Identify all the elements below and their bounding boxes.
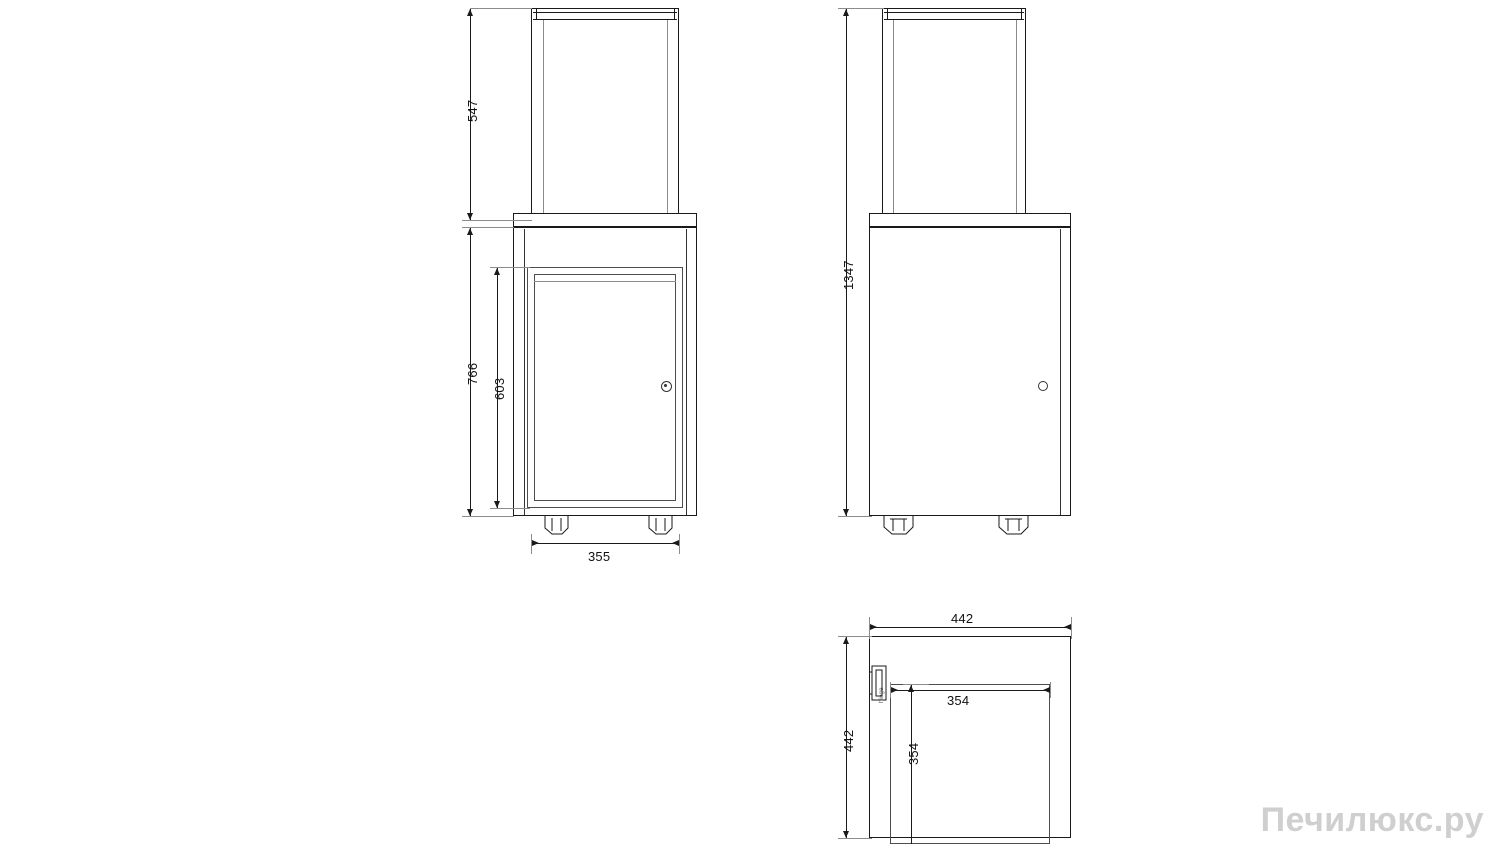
top-dim-442d-label: 442 (841, 729, 856, 752)
front-dim-603-label: 603 (492, 377, 507, 400)
front-dim-547-label: 547 (465, 99, 480, 122)
top-dim-354w-arrow-left (891, 687, 898, 693)
top-dim-354w-arrow-right (1043, 687, 1050, 693)
front-dim-766-arrow-top (467, 228, 473, 235)
front-chimney-collar-top (533, 12, 677, 13)
front-chimney-pipe-left (536, 8, 537, 20)
front-chimney-inner-left (543, 20, 544, 220)
front-dim-355-ext-right (679, 534, 680, 554)
top-dim-354w-ext-right (1050, 682, 1051, 698)
front-dim-603-ext-bottom (490, 508, 530, 509)
side-top-plate (869, 213, 1071, 227)
side-chimney-pipe-left (887, 8, 888, 20)
top-dim-442d-ext-bottom (838, 838, 872, 839)
side-chimney-inner-left (893, 20, 894, 220)
front-chimney-pipe-right (674, 8, 675, 20)
side-dim-1347-arrow-bottom (843, 509, 849, 516)
front-dim-355-line (531, 543, 679, 544)
front-dim-355-arrow-right (672, 540, 679, 546)
front-top-plate (513, 213, 697, 227)
front-door-top-rail (534, 281, 676, 282)
watermark: Печилюкс.ру (1260, 801, 1484, 839)
front-dim-766-arrow-bottom (467, 509, 473, 516)
side-dim-1347-label: 1347 (841, 260, 856, 290)
front-chimney (531, 8, 679, 220)
front-dim-766-label: 766 (465, 362, 480, 385)
top-dim-354d-arrow-top (908, 685, 914, 692)
side-door-handle (1038, 381, 1048, 391)
front-dim-547-arrow-top (467, 9, 473, 16)
front-dim-547-arrow-bottom (467, 213, 473, 220)
front-door-handle-dot (664, 384, 667, 387)
top-dim-442w-arrow-right (1064, 624, 1071, 630)
top-dim-442w-ext-right (1071, 617, 1072, 639)
top-dim-442d-arrow-bottom (843, 831, 849, 838)
front-dim-355-label: 355 (588, 549, 611, 564)
side-dim-1347-arrow-top (843, 9, 849, 16)
front-dim-766-ext-bottom (462, 516, 514, 517)
top-dim-354d-label: 354 (906, 742, 921, 765)
front-dim-355-arrow-left (532, 540, 539, 546)
top-dim-354d-ext-top (903, 684, 929, 685)
side-body (869, 227, 1071, 516)
front-dim-547-ext-top (470, 8, 532, 9)
top-dim-442w-line (869, 627, 1071, 628)
top-hinge-label: hinge (879, 687, 885, 703)
side-body-inner-right (1060, 229, 1061, 515)
front-body-inner-left (524, 229, 525, 515)
front-chimney-collar-bottom (533, 19, 677, 20)
front-dim-603-arrow-top (494, 268, 500, 275)
side-chimney-collar-bottom (884, 19, 1024, 20)
top-dim-442w-label: 442 (951, 611, 974, 626)
front-body-inner-right (686, 229, 687, 515)
side-dim-1347-ext-bottom (838, 516, 872, 517)
front-dim-547-ext-bottom (462, 220, 532, 221)
side-chimney-collar-top (884, 12, 1024, 13)
top-dim-442d-arrow-top (843, 637, 849, 644)
top-dim-442w-arrow-left (870, 624, 877, 630)
side-chimney-inner-right (1016, 20, 1017, 220)
side-chimney (882, 8, 1026, 220)
front-chimney-inner-right (667, 20, 668, 220)
top-dim-354w-label: 354 (947, 693, 970, 708)
top-dim-354w-line (890, 690, 1050, 691)
side-chimney-pipe-right (1021, 8, 1022, 20)
front-dim-603-arrow-bottom (494, 501, 500, 508)
front-door-inner (534, 274, 676, 501)
